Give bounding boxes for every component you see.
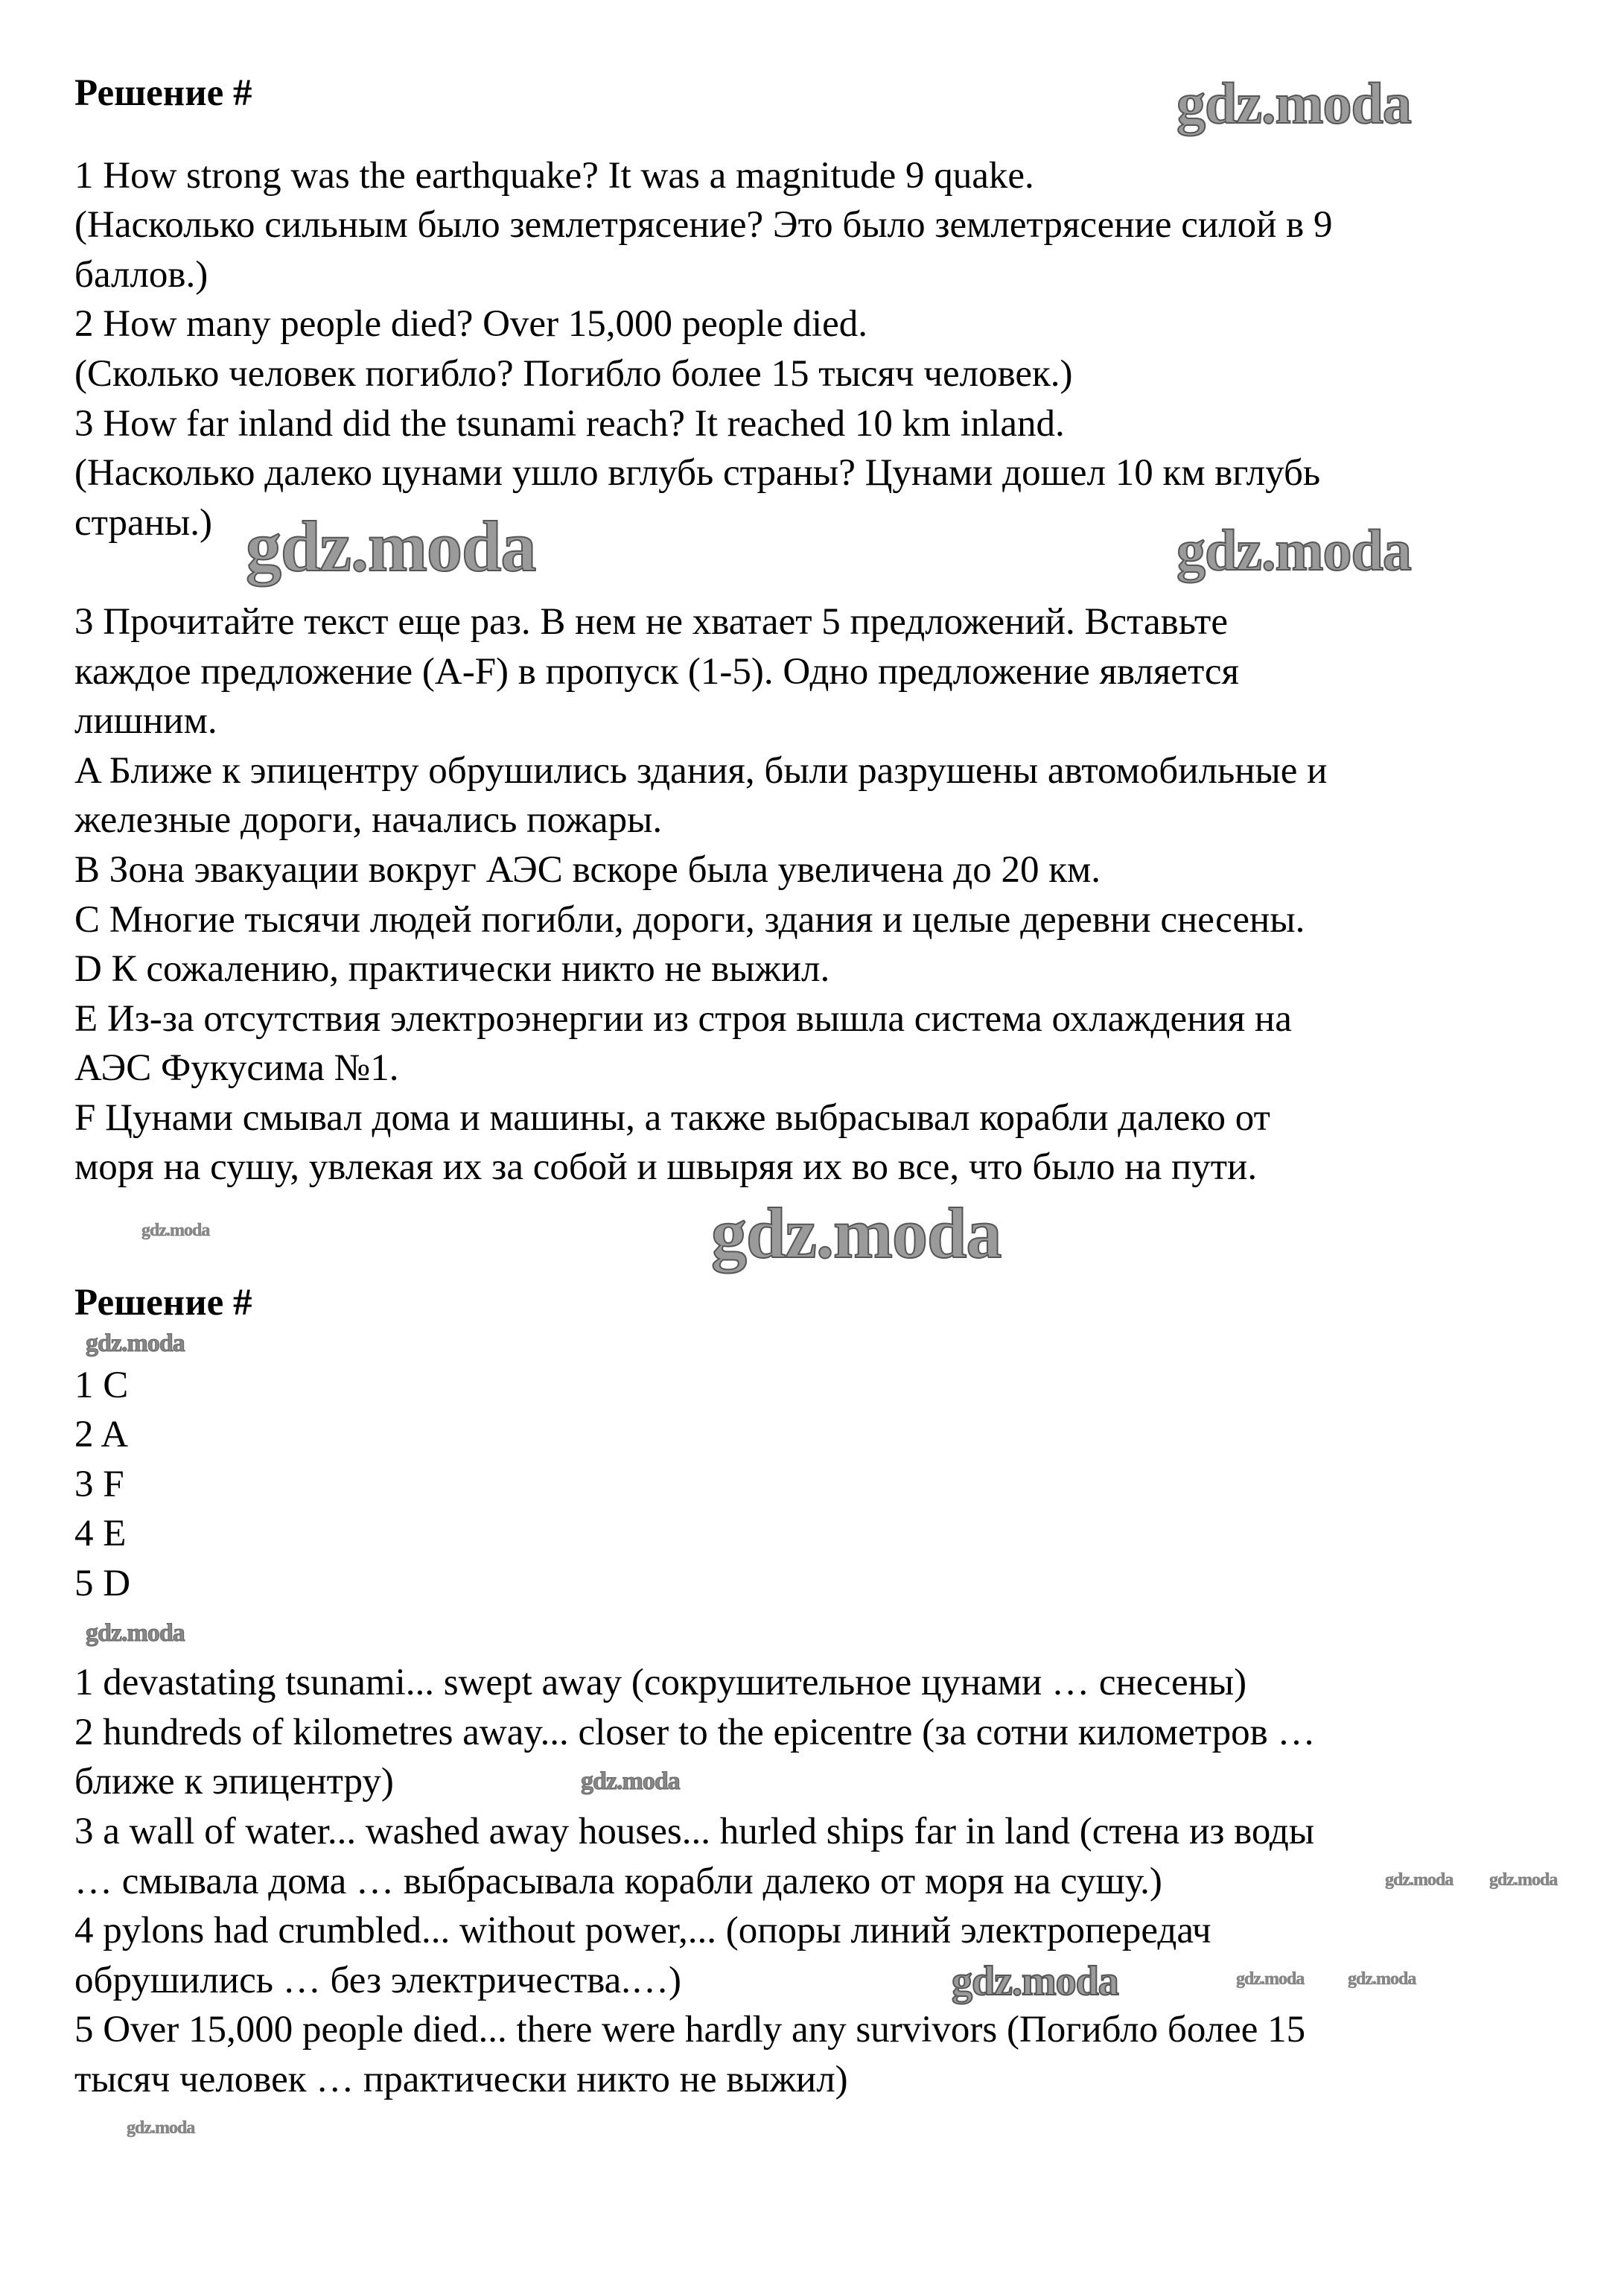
text-line: D К сожалению, практически никто не выжил.: [74, 948, 830, 991]
text-line: F Цунами смывал дома и машины, а также выбрасывал корабли далеко от: [74, 1096, 1270, 1139]
text-line: моря на сушу, увлекая их за собой и швыряя их во все, что было на пути.: [74, 1146, 1258, 1189]
text-line: (Сколько человек погибло? Погибло более 15 тысяч человек.): [74, 352, 1073, 395]
text-line: лишним.: [74, 700, 217, 743]
text-line: 3 Прочитайте текст еще раз. В нем не хватает 5 предложений. Вставьте: [74, 600, 1228, 643]
text-line: обрушились … без электричества.…): [74, 1959, 682, 2001]
text-line: АЭС Фукусима №1.: [74, 1047, 399, 1090]
answer-item: 1 C: [74, 1364, 129, 1406]
watermark: gdz.moda: [1489, 1870, 1558, 1890]
answer-item: 4 E: [74, 1513, 127, 1555]
text-line: C Многие тысячи людей погибли, дороги, здания и целые деревни снесены.: [74, 898, 1305, 941]
watermark: gdz.moda: [1236, 1969, 1305, 1989]
text-line: … смывала дома … выбрасывала корабли далеко от моря на сушу.): [74, 1860, 1162, 1902]
watermark: gdz.moda: [581, 1767, 680, 1795]
text-line: 3 How far inland did the tsunami reach? It reached 10 km inland.: [74, 402, 1065, 445]
text-line: ближе к эпицентру): [74, 1761, 394, 1803]
text-line: A Ближе к эпицентру обрушились здания, были разрушены автомобильные и: [74, 749, 1328, 792]
text-line: 5 Over 15,000 people died... there were hardly any survivors (Погибло более 15: [74, 2009, 1306, 2051]
text-line: E Из-за отсутствия электроэнергии из строя вышла система охлаждения на: [74, 997, 1292, 1040]
watermark: gdz.moda: [86, 1330, 185, 1357]
text-line: 2 How many people died? Over 15,000 people died.: [74, 303, 868, 346]
watermark: gdz.moda: [952, 1958, 1118, 2004]
watermark: gdz.moda: [246, 506, 536, 586]
text-line: 3 a wall of water... washed away houses... hurled ships far in land (стена из воды: [74, 1811, 1315, 1852]
solution-heading: Решение #: [74, 1282, 252, 1324]
text-line: железные дороги, начались пожары.: [74, 799, 663, 842]
text-line: страны.): [74, 501, 212, 544]
text-line: баллов.): [74, 253, 208, 296]
watermark: gdz.moda: [1385, 1870, 1453, 1890]
text-line: B Зона эвакуации вокруг АЭС вскоре была увеличена до 20 км.: [74, 848, 1101, 891]
text-line: (Насколько сильным было землетрясение? Это было землетрясение силой в 9: [74, 204, 1333, 247]
text-line: каждое предложение (A-F) в пропуск (1-5). Одно предложение является: [74, 650, 1239, 693]
task-block: [74, 597, 1564, 1192]
text-line: 1 devastating tsunami... swept away (сокрушительное цунами … снесены): [74, 1662, 1247, 1704]
answer-item: 5 D: [74, 1563, 131, 1605]
text-line: 1 How strong was the earthquake? It was a magnitude 9 quake.: [74, 154, 1034, 197]
text-line: тысяч человек … практически никто не выжил): [74, 2058, 848, 2100]
watermark: gdz.moda: [86, 1619, 185, 1647]
watermark: gdz.moda: [1176, 518, 1411, 582]
answer-item: 2 A: [74, 1414, 129, 1456]
text-line: (Насколько далеко цунами ушло вглубь страны? Цунами дошел 10 км вглубь: [74, 452, 1321, 495]
watermark: gdz.moda: [127, 2118, 195, 2138]
watermark: gdz.moda: [1176, 71, 1411, 136]
explanations-block: [74, 1658, 1564, 2104]
answer-item: 3 F: [74, 1463, 124, 1505]
document: [74, 69, 1564, 2105]
solution-heading: Решение #: [74, 72, 252, 114]
answers-list: [74, 1361, 1564, 1609]
watermark: gdz.moda: [711, 1193, 1002, 1273]
watermark: gdz.moda: [1348, 1969, 1416, 1989]
text-line: 2 hundreds of kilometres away... closer to the epicentre (за сотни километров …: [74, 1711, 1316, 1753]
text-line: 4 pylons had crumbled... without power,... (опоры линий электропередач: [74, 1910, 1211, 1952]
answer-block: [74, 151, 1564, 548]
watermark: gdz.moda: [141, 1221, 210, 1240]
